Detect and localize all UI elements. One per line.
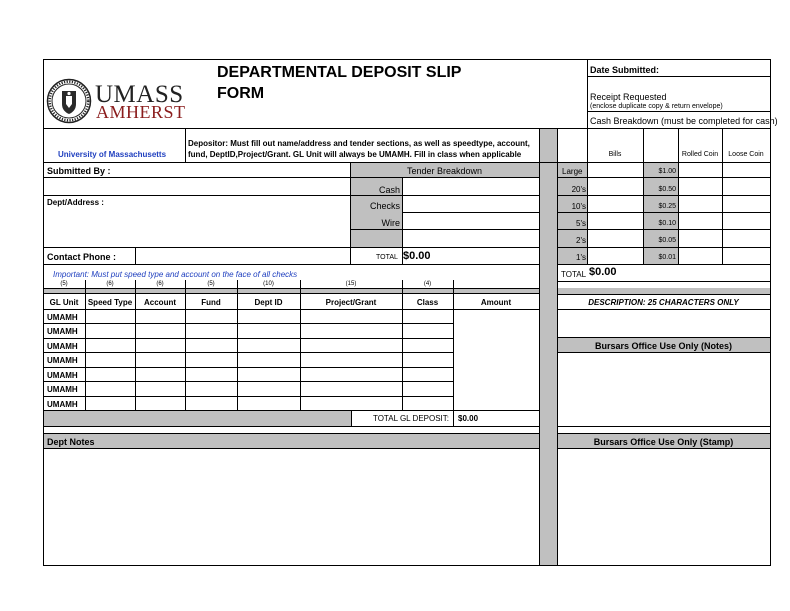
gl-unit-row-2: UMAMH (47, 327, 78, 336)
checks-amount-input[interactable] (403, 196, 538, 212)
cash-label: Cash (378, 185, 400, 195)
receipt-requested-label: Receipt Requested (590, 92, 667, 102)
form-title-line2: FORM (217, 85, 265, 102)
len-project: (15) (345, 281, 357, 287)
amherst-logo-text: AMHERST (96, 102, 186, 122)
len-account: (6) (156, 281, 164, 287)
dept-address-input[interactable] (47, 208, 347, 246)
coin-value-010: $0.10 (658, 220, 676, 227)
contact-phone-label: Contact Phone : (47, 252, 116, 262)
tender-total-label: TOTAL (376, 254, 398, 261)
form-title-line1: DEPARTMENTAL DEPOSIT SLIP (217, 64, 462, 81)
bursar-notes-header: Bursars Office Use Only (Notes) (594, 341, 733, 351)
col-class: Class (416, 298, 439, 307)
cash-total-value: $0.00 (589, 266, 617, 278)
len-speed-type: (6) (106, 281, 114, 287)
len-gl-unit: (5) (60, 281, 68, 287)
depositor-note-line1: Depositor: Must fill out name/address and tender sections, as well as speedtype, account, (188, 139, 530, 148)
bursar-stamp-header: Bursars Office Use Only (Stamp) (593, 437, 734, 447)
col-account: Account (144, 298, 176, 307)
university-name: University of Massachusetts (58, 150, 167, 159)
gl-total-value: $0.00 (458, 414, 479, 423)
col-gl-unit: GL Unit (49, 298, 79, 307)
dept-address-label: Dept/Address : (47, 198, 104, 207)
checks-label: Checks (369, 201, 400, 211)
gl-unit-row-6: UMAMH (47, 385, 78, 394)
rolled-coin-header: Rolled Coin (681, 151, 719, 158)
cash-amount-input[interactable] (403, 178, 538, 195)
coin-value-005: $0.05 (658, 237, 676, 244)
coin-value-050: $0.50 (658, 186, 676, 193)
denomination-5: 5's (576, 219, 586, 228)
cash-total-label: TOTAL (561, 270, 587, 279)
tender-breakdown-header: Tender Breakdown (406, 166, 483, 176)
gl-unit-row-7: UMAMH (47, 400, 78, 409)
umass-logo-text: UMASS (95, 81, 184, 108)
len-fund: (5) (207, 281, 215, 287)
col-dept-id: Dept ID (254, 298, 283, 307)
denomination-20: 20's (571, 185, 586, 194)
description-header: DESCRIPTION: 25 CHARACTERS ONLY (588, 298, 739, 307)
contact-phone-input[interactable] (136, 248, 349, 264)
col-fund: Fund (201, 298, 221, 307)
denomination-large: Large (562, 167, 583, 176)
dept-notes-input[interactable] (45, 450, 537, 563)
wire-amount-input[interactable] (403, 213, 538, 229)
coin-value-1: $1.00 (658, 168, 676, 175)
gl-total-label: TOTAL GL DEPOSIT: (372, 414, 449, 423)
denomination-1: 1's (576, 253, 586, 262)
coin-value-025: $0.25 (658, 203, 676, 210)
loose-coin-header: Loose Coin (728, 151, 764, 158)
bills-header: Bills (608, 151, 622, 158)
receipt-note: (enclose duplicate copy & return envelope) (590, 103, 723, 110)
col-speed-type: Speed Type (87, 298, 133, 307)
denomination-2: 2's (576, 236, 586, 245)
wire-label: Wire (381, 218, 400, 228)
col-project-grant: Project/Grant (325, 298, 377, 307)
university-seal-icon (46, 78, 92, 124)
dept-notes-label: Dept Notes (47, 437, 95, 447)
submitted-by-input[interactable] (120, 163, 348, 177)
cash-breakdown-label: Cash Breakdown (must be completed for cash) (590, 116, 778, 126)
date-submitted-label: Date Submitted: (590, 65, 660, 75)
len-class: (4) (423, 281, 432, 287)
submitted-by-label: Submitted By : (47, 166, 111, 176)
date-submitted-input[interactable] (660, 61, 768, 75)
gl-unit-row-3: UMAMH (47, 342, 78, 351)
depositor-note-line2: fund, DeptID,Project/Grant. GL Unit will always be UMAMH. Fill in class when applicable (188, 150, 522, 159)
gl-unit-row-1: UMAMH (47, 313, 78, 322)
tender-total-value: $0.00 (403, 250, 431, 262)
gl-unit-row-5: UMAMH (47, 371, 78, 380)
denomination-10: 10's (571, 202, 586, 211)
gl-unit-row-4: UMAMH (47, 356, 78, 365)
coin-value-001: $0.01 (658, 254, 676, 261)
col-amount: Amount (480, 298, 512, 307)
important-note: Important: Must put speed type and account on the face of all checks (53, 270, 298, 279)
description-input[interactable] (558, 310, 769, 336)
len-dept-id: (10) (263, 281, 274, 287)
